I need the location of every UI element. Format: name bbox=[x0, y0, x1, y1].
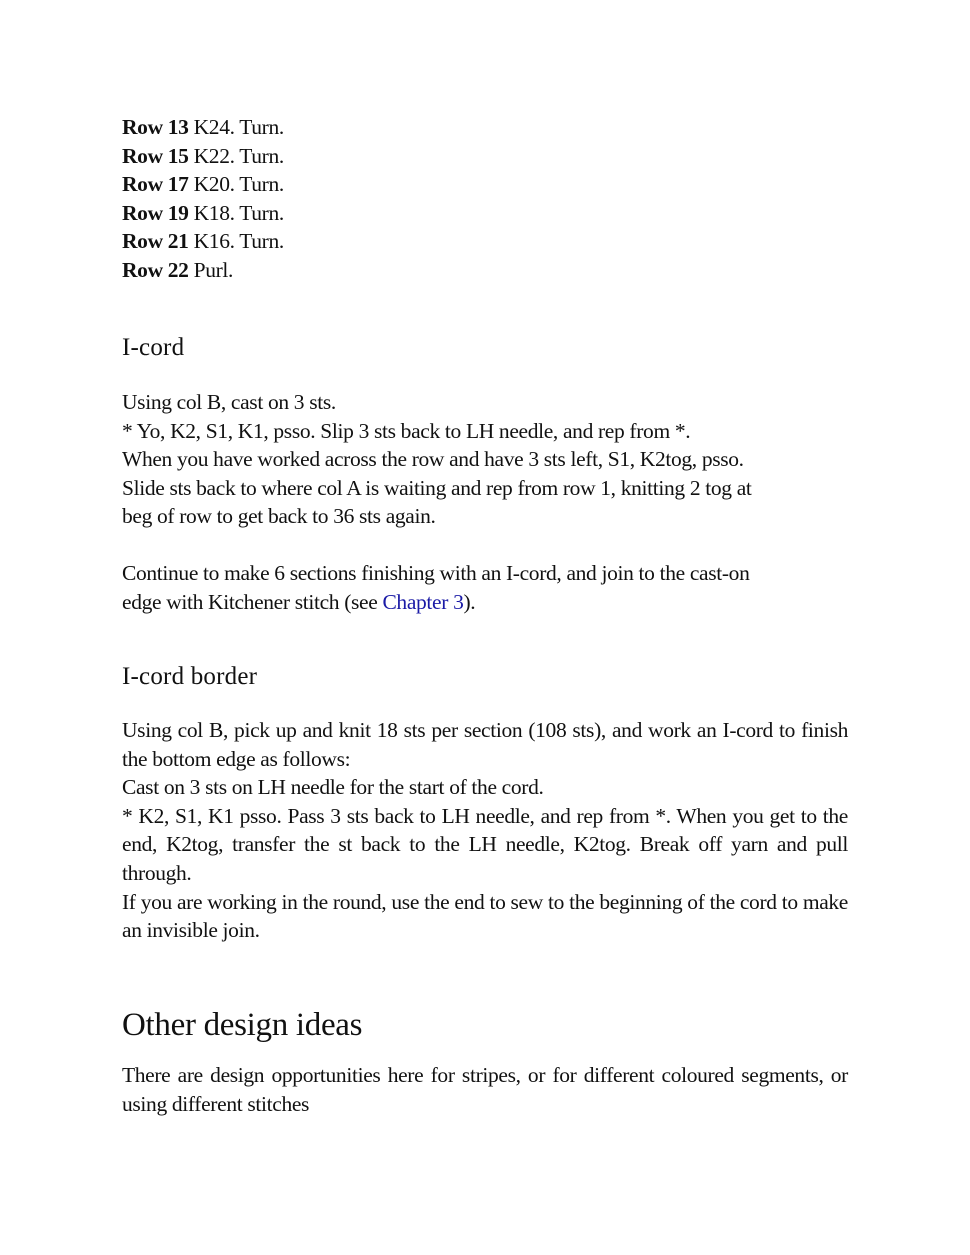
icord-border-heading: I-cord border bbox=[122, 663, 258, 690]
icord-border-paragraph: Using col B, pick up and knit 18 sts per section (108 sts), and work an I-cord to finish the bottom edge as follows: bbox=[122, 718, 848, 771]
row-text: K24. Turn. bbox=[188, 115, 284, 139]
icord-border-instructions bbox=[122, 716, 848, 945]
row-label: Row 21 bbox=[122, 229, 189, 254]
icord-border-paragraph: If you are working in the round, use the end to sew to the beginning of the cord to make an invisible join. bbox=[122, 889, 848, 943]
continue-line: Continue to make 6 sections finishing with an I-cord, and join to the cast-on bbox=[122, 561, 750, 585]
continue-line bbox=[122, 588, 848, 617]
other-design-heading: Other design ideas bbox=[122, 1007, 363, 1043]
icord-line: Using col B, cast on 3 sts. bbox=[122, 390, 336, 414]
row-instruction bbox=[122, 227, 284, 256]
row-label: Row 22 bbox=[122, 257, 189, 282]
row-instruction bbox=[122, 170, 284, 199]
icord-line: When you have worked across the row and have 3 sts left, S1, K2tog, psso. bbox=[122, 447, 744, 472]
icord-instructions bbox=[122, 388, 848, 531]
icord-border-paragraph: * K2, S1, K1 psso. Pass 3 sts back to LH needle, and rep from *. When you get to the end, K2tog, transfer the st back to the LH needle, K2tog. Break off yarn and pull through. bbox=[122, 803, 848, 885]
other-design-section bbox=[122, 1061, 848, 1118]
icord-line: beg of row to get back to 36 sts again. bbox=[122, 504, 436, 529]
row-instruction bbox=[122, 142, 284, 171]
row-label: Row 13 bbox=[122, 115, 189, 139]
row-label: Row 19 bbox=[122, 200, 189, 225]
row-instructions bbox=[122, 113, 284, 285]
row-instruction bbox=[122, 199, 284, 228]
row-text: K22. Turn. bbox=[188, 143, 284, 168]
continue-text: edge with Kitchener stitch (see bbox=[122, 589, 383, 614]
row-text: Purl. bbox=[188, 257, 234, 282]
icord-line: * Yo, K2, S1, K1, psso. Slip 3 sts back to LH needle, and rep from *. bbox=[122, 418, 691, 443]
row-label: Row 17 bbox=[122, 172, 189, 197]
other-design-paragraph: There are design opportunities here for stripes, or for different coloured segments, or using different stitches bbox=[122, 1063, 848, 1116]
icord-continue-paragraph bbox=[122, 559, 848, 616]
icord-line: Slide sts back to where col A is waiting and rep from row 1, knitting 2 tog at bbox=[122, 475, 752, 500]
row-text: K18. Turn. bbox=[188, 200, 284, 225]
row-instruction bbox=[122, 256, 284, 285]
row-label: Row 15 bbox=[122, 143, 189, 168]
continue-text-end: ). bbox=[463, 589, 476, 614]
icord-border-line: Cast on 3 sts on LH needle for the start of the cord. bbox=[122, 775, 544, 800]
chapter-3-link[interactable]: Chapter 3 bbox=[382, 589, 464, 614]
icord-heading: I-cord bbox=[122, 334, 185, 361]
row-instruction bbox=[122, 113, 284, 142]
row-text: K16. Turn. bbox=[188, 229, 284, 254]
row-text: K20. Turn. bbox=[188, 172, 284, 197]
